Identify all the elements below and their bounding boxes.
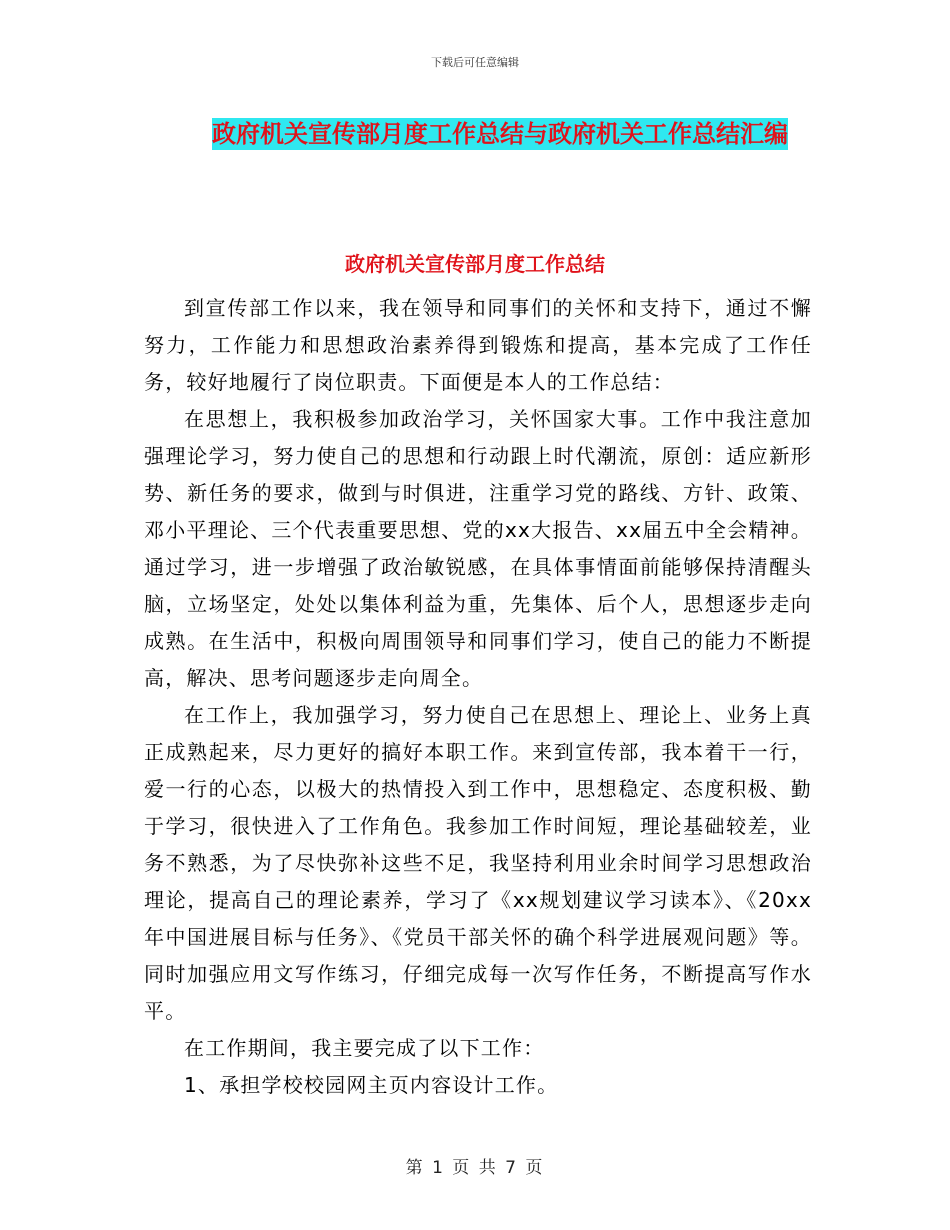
page-number: 第 1 页 共 7 页	[405, 1158, 545, 1178]
document-title	[150, 112, 850, 156]
paragraph: 在工作期间，我主要完成了以下工作：	[184, 1036, 545, 1060]
section-title: 政府机关宣传部月度工作总结	[345, 252, 605, 276]
paragraph: 到宣传部工作以来，我在领导和同事们的关怀和支持下，通过不懈努力，工作能力和思想政治素养得到锻炼和提高，基本完成了工作任务，较好地履行了岗位职责。下面便是本人的工作总结：	[144, 296, 812, 394]
paragraph: 在工作上，我加强学习，努力使自己在思想上、理论上、业务上真正成熟起来，尽力更好的搞好本职工作。来到宣传部，我本着干一行，爱一行的心态，以极大的热情投入到工作中，思想稳定、态度积极、勤于学习，很快进入了工作角色。我参加工作时间短，理论基础较差，业务不熟悉，为了尽快弥补这些不足，我坚持利用业余时间学习思想政治理论，提高自己的理论素养，学习了《xx规划建议学习读本》、《20xx年中国进展目标与任务》、《党员干部关怀的确个科学进展观问题》等。同时加强应用文写作练习，仔细完成每一次写作任务，不断提高写作水平。	[144, 703, 812, 1023]
document-body	[144, 290, 812, 1104]
document-title-text: 政府机关宣传部月度工作总结与政府机关工作总结汇编	[212, 120, 788, 148]
paragraph: 1、承担学校校园网主页内容设计工作。	[184, 1073, 559, 1097]
paragraph: 在思想上，我积极参加政治学习，关怀国家大事。工作中我注意加强理论学习，努力使自己的思想和行动跟上时代潮流，原创：适应新形势、新任务的要求，做到与时俱进，注重学习党的路线、方针、政策、邓小平理论、三个代表重要思想、党的xx大报告、xx届五中全会精神。通过学习，进一步增强了政治敏锐感，在具体事情面前能够保持清醒头脑，立场坚定，处处以集体利益为重，先集体、后个人，思想逐步走向成熟。在生活中，积极向周围领导和同事们学习，使自己的能力不断提高，解决、思考问题逐步走向周全。	[144, 407, 812, 690]
header-note: 下载后可任意编辑	[431, 56, 519, 69]
